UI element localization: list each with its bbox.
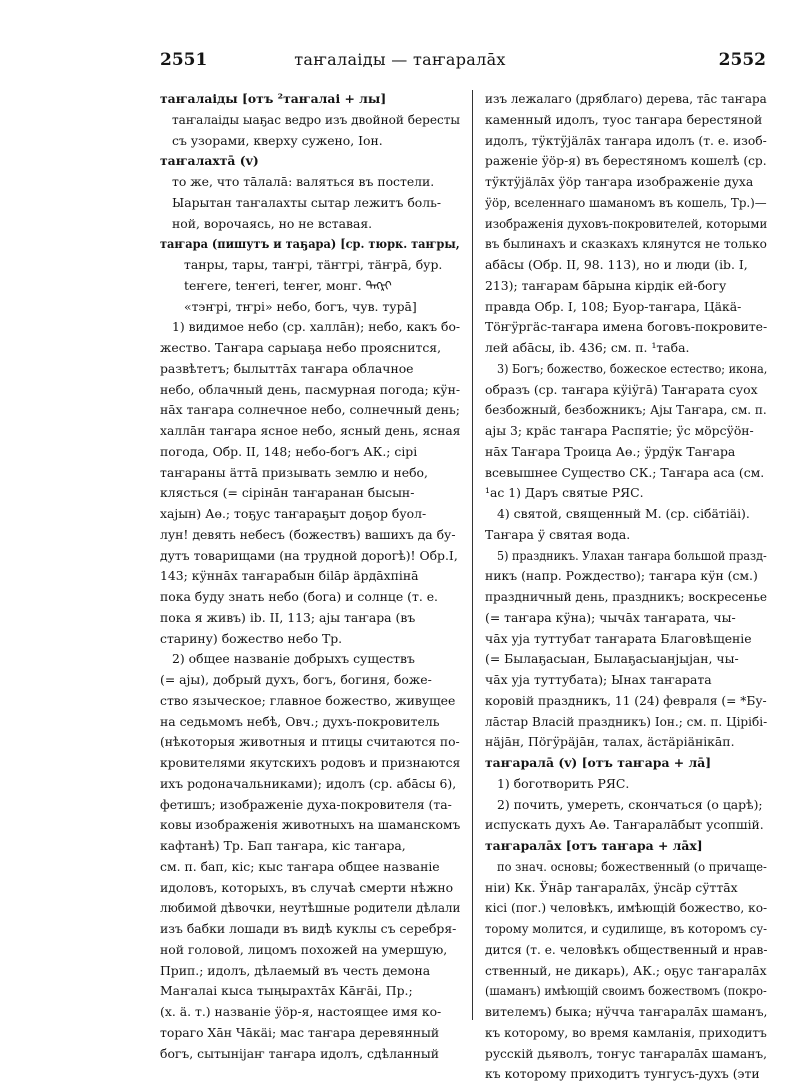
entry-text-line bbox=[160, 172, 460, 193]
entry-text-line bbox=[160, 712, 460, 733]
line-text: къ которому приходитъ тунгусъ-духъ (эти bbox=[485, 1066, 760, 1082]
line-text: изъ бабки лошади въ видѣ куклы съ серебря- bbox=[160, 921, 457, 936]
line-text: никъ (напр. Рождество); таҥара кӱн (см.) bbox=[485, 568, 758, 584]
page-number-right: 2552 bbox=[718, 50, 766, 70]
line-text: хајын) Аө.; тоҕус таҥараҕыт доҕор буол- bbox=[160, 506, 427, 521]
entry-text-line bbox=[160, 732, 460, 753]
entry-text-line bbox=[160, 691, 460, 712]
entry-text-line bbox=[485, 359, 767, 380]
entry-text-line bbox=[160, 297, 460, 318]
entry-headword-line bbox=[485, 836, 767, 857]
entry-text-line bbox=[485, 131, 767, 152]
entry-text-line bbox=[485, 1002, 767, 1023]
entry-text-line bbox=[485, 297, 767, 318]
entry-text-line bbox=[160, 981, 460, 1002]
line-text: teҥere, teҥeri, teҥer, монг. ᠲᠩᠷᠢ bbox=[184, 277, 392, 293]
line-text: богъ, сытыніjаҥ таҥара идолъ, сдѣланный bbox=[160, 1045, 439, 1061]
line-text: вителемъ) быка; нӱчча таҥаралāх шаманъ, bbox=[485, 1004, 767, 1019]
entry-text-line bbox=[485, 193, 767, 214]
entry-text-line bbox=[485, 89, 767, 110]
entry-text-line bbox=[160, 359, 460, 380]
entry-text-line bbox=[485, 774, 767, 795]
entry-text-line bbox=[485, 691, 767, 712]
entry-text-line bbox=[160, 629, 460, 650]
line-text: коровій праздникъ, 11 (24) февраля (= *Бу- bbox=[485, 692, 767, 708]
entry-text-line bbox=[160, 836, 460, 857]
page-number-left: 2551 bbox=[160, 50, 208, 70]
line-text: любимой дѣвочки, неутѣшные родители дѣлали bbox=[160, 900, 460, 916]
line-text: (нѣкоторыя животныя и птицы считаются по- bbox=[160, 734, 460, 750]
entry-text-line bbox=[160, 795, 460, 816]
line-text: 213); таҥарам бāрына кірдік ей-богу bbox=[485, 277, 727, 293]
line-text: ихъ родоначальниками); идолъ (ср. абāсы 6), bbox=[160, 775, 457, 791]
line-text: правда Обр. I, 108; Буор-таҥара, Цäкä- bbox=[485, 298, 742, 314]
line-text: клясться (= сірінāн таҥаранан бысын- bbox=[160, 485, 415, 501]
entry-text-line bbox=[485, 981, 767, 1002]
line-text: таҥаралāх [отъ таҥара + лāх] bbox=[485, 838, 703, 853]
entry-text-line bbox=[160, 442, 460, 463]
line-text: ной, ворочаясь, но не вставая. bbox=[172, 215, 373, 231]
line-text: пока я живъ) ib. II, 113; ајы таҥара (въ bbox=[160, 609, 416, 625]
entry-text-line bbox=[160, 380, 460, 401]
entry-text-line bbox=[485, 504, 767, 525]
line-text: 1) видимое небо (ср. халлāн); небо, какъ бо- bbox=[172, 319, 460, 335]
line-text: въ былинахъ и сказкахъ клянутся не только bbox=[485, 236, 767, 252]
line-text: абāсы (Обр. II, 98. 113), но и люди (ib. I, bbox=[485, 257, 748, 272]
entry-text-line bbox=[485, 649, 767, 670]
entry-text-line bbox=[485, 151, 767, 172]
entry-text-line bbox=[485, 732, 767, 753]
line-text: лей абāсы, ib. 436; см. п. ¹таба. bbox=[485, 340, 690, 355]
line-text: 2) общее названіе добрыхъ существъ bbox=[172, 651, 415, 667]
line-text: идоловъ, которыхъ, въ случаѣ смерти нѣжно bbox=[160, 879, 454, 895]
entry-text-line bbox=[485, 421, 767, 442]
entry-text-line bbox=[160, 214, 460, 235]
line-text: съ узорами, кверху сужено, Іон. bbox=[172, 132, 383, 148]
entry-text-line bbox=[160, 483, 460, 504]
entry-text-line bbox=[485, 815, 767, 836]
line-text: тораго Хāн Чāкäі; мас таҥара деревянный bbox=[160, 1024, 440, 1040]
line-text: испускать духъ Аө. Таҥаралāбыт усопшій. bbox=[485, 817, 764, 833]
entry-text-line bbox=[160, 400, 460, 421]
entry-text-line bbox=[485, 214, 767, 235]
entry-text-line bbox=[160, 587, 460, 608]
entry-text-line bbox=[160, 421, 460, 442]
line-text: тӱктӱjäлāх ӱöр таҥара изображеніе духа bbox=[485, 174, 754, 189]
entry-text-line bbox=[160, 546, 460, 567]
line-text: 143; кӱннāх таҥарабын біlāр äрдāхпінā bbox=[160, 568, 419, 584]
entry-text-line bbox=[160, 338, 460, 359]
line-text: (шаманъ) имѣющій своимъ божествомъ (покро- bbox=[485, 983, 767, 999]
entry-text-line bbox=[160, 110, 460, 131]
entry-text-line bbox=[485, 712, 767, 733]
line-text: ство языческое; главное божество, живущее bbox=[160, 692, 456, 708]
line-text: танры, тары, таҥрі, тäҥгрі, тäҥрā, бур. bbox=[184, 257, 443, 272]
line-text: Таҥара ӱ святая вода. bbox=[485, 526, 631, 542]
entry-text-line bbox=[160, 566, 460, 587]
entry-text-line bbox=[485, 255, 767, 276]
line-text: ¹ас 1) Даръ святые РЯС. bbox=[485, 485, 644, 501]
entry-text-line bbox=[485, 463, 767, 484]
line-text: ковы изображенія животныхъ на шаманскомъ bbox=[160, 817, 460, 833]
line-text: всевышнее Существо СК.; Таҥара аса (см. bbox=[485, 464, 765, 480]
line-text: идолъ, тӱктӱjäлāх таҥара идолъ (т. е. изоб- bbox=[485, 132, 767, 148]
entry-text-line bbox=[485, 878, 767, 899]
entry-text-line bbox=[160, 317, 460, 338]
entry-text-line bbox=[160, 898, 460, 919]
line-text: таҥаралā (v) [отъ таҥара + лā] bbox=[485, 755, 712, 770]
entry-text-line bbox=[160, 193, 460, 214]
line-text: изъ лежалаго (дряблаго) дерева, тāс таҥара bbox=[485, 91, 767, 106]
line-text: развѣтетъ; былыттāх таҥара облачное bbox=[160, 360, 414, 376]
right-column bbox=[485, 89, 767, 1085]
entry-text-line bbox=[160, 1023, 460, 1044]
line-text: то же, что тāлалā: валяться въ постели. bbox=[172, 174, 435, 189]
line-text: таҥараны äттā призывать землю и небо, bbox=[160, 464, 428, 480]
entry-text-line bbox=[485, 608, 767, 629]
entry-text-line bbox=[160, 463, 460, 484]
line-text: ніи) Кк. Ӱнāр таҥаралāх, ӱнсäр сӱттāх bbox=[485, 879, 738, 895]
line-text: дутъ товарищами (на трудной дорогѣ)! Обр.І, bbox=[160, 547, 458, 563]
line-text: нäјāн, Пöгӱрäјāн, талах, äстäріäнікāп. bbox=[485, 734, 735, 750]
line-text: жество. Таҥара сарыаҕа небо прояснится, bbox=[160, 340, 442, 355]
line-text: 3) Богъ; божество, божеское естество; икона, bbox=[497, 360, 767, 376]
entry-text-line bbox=[485, 483, 767, 504]
entry-text-line bbox=[160, 774, 460, 795]
line-text: (х. ä. т.) названіе ӱöр-я, настоящее имя ко- bbox=[160, 1004, 442, 1019]
entry-text-line bbox=[485, 629, 767, 650]
entry-headword-line bbox=[160, 234, 460, 255]
line-text: Прип.; идолъ, дѣлаемый въ честь демона bbox=[160, 962, 431, 978]
line-text: раженіе ӱöр-я) въ берестяномъ кошелѣ (ср. bbox=[485, 153, 767, 169]
line-text: кровителями якутскихъ родовъ и признаются bbox=[160, 755, 460, 770]
entry-text-line bbox=[160, 878, 460, 899]
line-text: 5) праздникъ. Улахан таҥара большой празд- bbox=[497, 547, 767, 563]
line-text: таҥалаіды ыаҕас ведро изъ двойной бересты bbox=[172, 111, 460, 127]
line-text: безбожный, безбожникъ; Ајы Таҥара, см. п. bbox=[485, 402, 767, 418]
line-text: таҥалаіды [отъ ²таҥалаі + лы] bbox=[160, 91, 387, 106]
entry-text-line bbox=[160, 815, 460, 836]
line-text: каменный идолъ, туос таҥара берестяной bbox=[485, 111, 763, 127]
entry-text-line bbox=[160, 961, 460, 982]
entry-headword-line bbox=[485, 753, 767, 774]
entry-text-line bbox=[485, 172, 767, 193]
line-text: русскій дьяволъ, тоҥус таҥаралāх шаманъ, bbox=[485, 1045, 767, 1061]
column-divider bbox=[472, 90, 473, 1020]
entry-text-line bbox=[160, 1002, 460, 1023]
entry-headword-line bbox=[160, 151, 460, 172]
line-text: изображенія духовъ-покровителей, которыми bbox=[485, 215, 767, 231]
line-text: Маҥалаі кыса тыңырахтāх Кāҥāі, Пр.; bbox=[160, 983, 413, 999]
entry-text-line bbox=[485, 1023, 767, 1044]
line-text: нāх Таҥара Троица Аө.; ӱрдӱк Таҥара bbox=[485, 443, 736, 459]
line-text: торому молится, и судилище, въ которомъ су- bbox=[485, 921, 767, 936]
line-text: таҥалахтā (v) bbox=[160, 153, 259, 169]
entry-text-line bbox=[485, 442, 767, 463]
line-text: чāх уја туттубат таҥарата Благовѣщеніе bbox=[485, 630, 752, 646]
entry-text-line bbox=[485, 940, 767, 961]
line-text: таҥара (пишутъ и таҕара) [ср. тюрк. таҥры, bbox=[160, 236, 460, 252]
line-text: ственный, не дикарь), АК.; оҕус таҥаралāх bbox=[485, 962, 767, 978]
entry-text-line bbox=[485, 566, 767, 587]
line-text: халлāн таҥара ясное небо, ясный день, ясная bbox=[160, 423, 460, 438]
running-head: таҥалаіды — таҥаралāх bbox=[294, 50, 506, 69]
line-text: къ которому, во время камланія, приходитъ bbox=[485, 1024, 767, 1040]
line-text: ајы 3; крäс таҥара Распятіе; ӱс мöрсӱöн- bbox=[485, 423, 754, 438]
entry-text-line bbox=[160, 255, 460, 276]
line-text: небо, облачный день, пасмурная погода; кӱн- bbox=[160, 381, 460, 397]
line-text: образъ (ср. таҥара кӱіӱгā) Таҥарата суох bbox=[485, 381, 758, 397]
line-text: ной головой, лицомъ похожей на умершую, bbox=[160, 941, 448, 957]
entry-text-line bbox=[485, 110, 767, 131]
entry-headword-line bbox=[160, 89, 460, 110]
entry-text-line bbox=[160, 276, 460, 297]
line-text: погода, Обр. II, 148; небо-богъ АК.; сірі bbox=[160, 443, 418, 459]
entry-text-line bbox=[160, 131, 460, 152]
entry-text-line bbox=[485, 1044, 767, 1065]
entry-text-line bbox=[485, 898, 767, 919]
entry-text-line bbox=[485, 234, 767, 255]
entry-text-line bbox=[160, 670, 460, 691]
entry-text-line bbox=[485, 380, 767, 401]
line-text: праздничный день, праздникъ; воскресенье bbox=[485, 589, 767, 604]
line-text: 2) почить, умереть, скончаться (о царѣ); bbox=[497, 796, 763, 812]
line-text: старину) божество небо Тр. bbox=[160, 630, 343, 646]
line-text: кісі (пог.) человѣкъ, имѣющій божество, ко- bbox=[485, 900, 767, 916]
line-text: кафтанѣ) Тр. Бап таҥара, кіс таҥара, bbox=[160, 838, 406, 853]
line-text: фетишъ; изображеніе духа-покровителя (та- bbox=[160, 796, 452, 812]
entry-text-line bbox=[160, 919, 460, 940]
left-column bbox=[160, 89, 460, 1064]
line-text: пока буду знать небо (бога) и солнце (т. е. bbox=[160, 589, 438, 604]
line-text: ӱöр, вселеннаго шаманомъ въ кошель, Тр.)— bbox=[485, 194, 767, 210]
entry-text-line bbox=[160, 504, 460, 525]
line-text: лун! девять небесъ (божествъ) вашихъ да бу- bbox=[160, 526, 456, 542]
line-text: чāх уја туттубата); Ынах таҥарата bbox=[485, 672, 712, 687]
line-text: 4) святой, священный М. (ср. сібäтiäі). bbox=[497, 506, 750, 521]
entry-text-line bbox=[485, 338, 767, 359]
entry-text-line bbox=[485, 795, 767, 816]
entry-text-line bbox=[160, 940, 460, 961]
entry-text-line bbox=[485, 276, 767, 297]
line-text: (= таҥара кӱна); чычāх таҥарата, чы- bbox=[485, 609, 736, 625]
entry-text-line bbox=[485, 587, 767, 608]
entry-text-line bbox=[160, 1044, 460, 1065]
line-text: см. п. бап, кіс; кыс таҥара общее названіе bbox=[160, 858, 440, 874]
line-text: нāх таҥара солнечное небо, солнечный день; bbox=[160, 402, 460, 418]
entry-text-line bbox=[485, 857, 767, 878]
entry-text-line bbox=[485, 317, 767, 338]
line-text: «тэҥрі, тҥрі» небо, богъ, чув. турā] bbox=[184, 298, 417, 314]
entry-text-line bbox=[485, 400, 767, 421]
line-text: (= Былаҕасыан, Былаҕасыанјыјан, чы- bbox=[485, 651, 739, 667]
line-text: дится (т. е. человѣкъ общественный и нрав- bbox=[485, 941, 767, 957]
entry-text-line bbox=[485, 670, 767, 691]
entry-text-line bbox=[160, 753, 460, 774]
line-text: на седьмомъ небѣ, Овч.; духъ-покровитель bbox=[160, 713, 440, 729]
entry-text-line bbox=[485, 525, 767, 546]
entry-text-line bbox=[485, 919, 767, 940]
line-text: (= ајы), добрый духъ, богъ, богиня, боже- bbox=[160, 672, 432, 687]
line-text: Ыарытан таҥалахты сытар лежитъ боль- bbox=[172, 194, 442, 210]
line-text: Тöҥӱргäс-таҥара имена боговъ-покровите- bbox=[485, 319, 767, 335]
line-text: лāстар Власій праздникъ) Іон.; см. п. Цірібі- bbox=[485, 713, 767, 729]
entry-text-line bbox=[160, 649, 460, 670]
entry-text-line bbox=[485, 546, 767, 567]
entry-text-line bbox=[160, 857, 460, 878]
entry-text-line bbox=[160, 608, 460, 629]
entry-text-line bbox=[485, 961, 767, 982]
line-text: по знач. основы; божественный (о причаще- bbox=[497, 858, 767, 874]
entry-text-line bbox=[160, 525, 460, 546]
line-text: 1) боготворить РЯС. bbox=[497, 775, 630, 791]
